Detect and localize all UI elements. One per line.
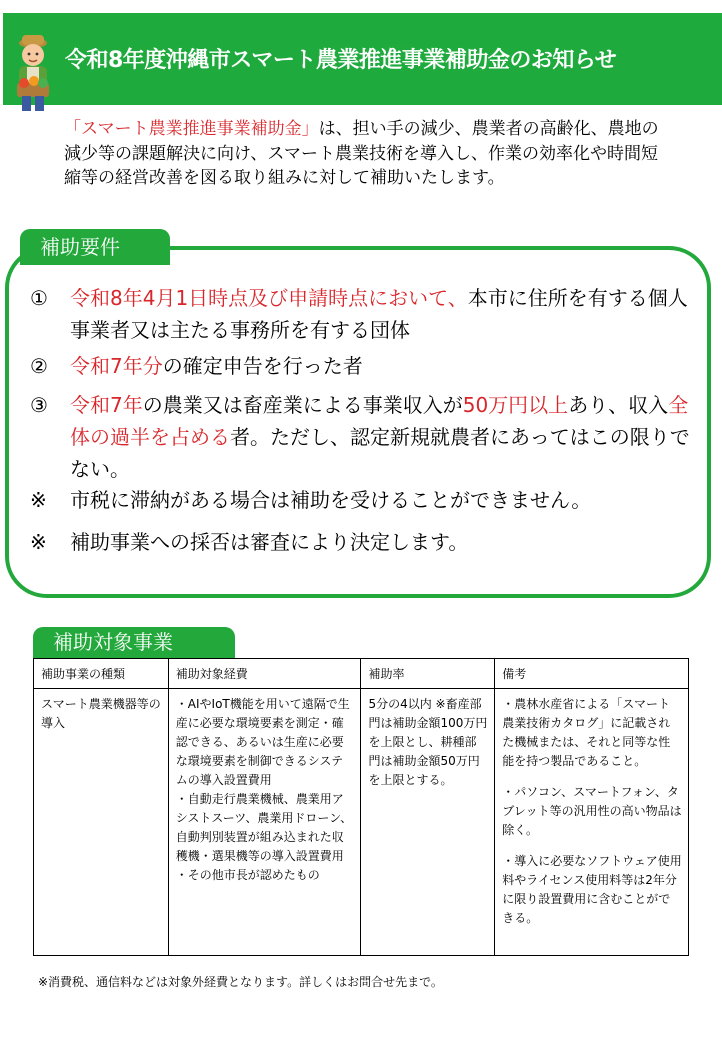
remark-3: ・導入に必要なソフトウェア使用料やライセンス使用料等は2年分に限り設置費用に含むことができる。 xyxy=(502,854,682,925)
note-mark: ※ xyxy=(30,530,47,554)
header-banner xyxy=(3,13,722,105)
requirement-highlight: 令和7年分 xyxy=(70,354,163,378)
requirement-highlight: 令和8年4月1日時点及び申請時点において、 xyxy=(70,286,468,310)
page-title: 令和8年度沖縄市スマート農業推進事業補助金のお知らせ xyxy=(65,48,617,73)
subsidy-table xyxy=(33,658,689,956)
cell-type: スマート農業機器等の導入 xyxy=(34,689,169,956)
cost-item-3: ・その他市長が認めたもの xyxy=(175,868,320,882)
requirement-text: あり、収入 xyxy=(568,393,669,417)
requirement-text: 者。ただし、認定新規就農者にあってはこの限りでない。 xyxy=(70,425,690,481)
note-mark: ※ xyxy=(30,488,47,512)
requirement-number: ① xyxy=(30,286,48,310)
note-text: 市税に滞納がある場合は補助を受けることができません。 xyxy=(70,488,592,512)
cell-remarks xyxy=(495,689,689,956)
requirement-text: の確定申告を行った者 xyxy=(162,354,363,378)
requirement-number: ③ xyxy=(30,393,48,417)
requirements-heading: 補助要件 xyxy=(20,229,170,265)
intro-text: は、担い手の減少、農業者の高齢化、農地の減少等の課題解決に向け、スマート農業技術を導入し、作業の効率化や時間短縮等の経営改善を図る取り組みに対して補助いたします。 xyxy=(64,119,659,188)
intro-program-name: 「スマート農業推進事業補助金」 xyxy=(64,119,319,139)
intro-paragraph xyxy=(64,117,664,191)
note-text: 補助事業への採否は審査により決定します。 xyxy=(70,530,469,554)
table-row xyxy=(34,689,689,956)
requirement-text: 本市に住所を有する個人事業者又は主たる事務所を有する団体 xyxy=(70,286,688,342)
footnote: ※消費税、通信料などは対象外経費となります。詳しくはお問合せ先まで。 xyxy=(38,975,443,989)
requirement-highlight: 全体の過半を占める xyxy=(70,393,689,449)
requirement-highlight: 令和7年 xyxy=(70,393,143,417)
requirement-number: ② xyxy=(30,354,48,378)
requirement-text: の農業又は畜産業による事業収入が xyxy=(142,393,463,417)
column-header-type: 補助事業の種類 xyxy=(34,659,169,689)
requirement-highlight: 50万円以上 xyxy=(462,393,569,417)
subsidy-heading: 補助対象事業 xyxy=(33,627,235,658)
cell-cost xyxy=(168,689,361,956)
remark-2: ・パソコン、スマートフォン、タブレット等の汎用性の高い物品は除く。 xyxy=(502,785,682,837)
farmer-icon xyxy=(7,33,59,113)
remark-1: ・農林水産省による「スマート農業技術カタログ」に記載された機械または、それと同等な性能を持つ製品であること。 xyxy=(502,697,671,768)
cost-item-2: ・自動走行農業機械、農業用アシストスーツ、農業用ドローン、自動判別装置が組み込まれた収穫機・選果機等の導入設置費用 xyxy=(175,792,353,863)
column-header-rate: 補助率 xyxy=(361,659,495,689)
column-header-cost: 補助対象経費 xyxy=(168,659,361,689)
table-header-row xyxy=(34,659,689,689)
column-header-remarks: 備考 xyxy=(495,659,689,689)
cost-item-1: ・AIやIoT機能を用いて遠隔で生産に必要な環境要素を測定・確認できる、あるいは生産に必要な環境要素を制御できるシステムの導入設置費用 xyxy=(175,697,350,787)
cell-rate: 5分の4以内 ※畜産部門は補助金額100万円を上限とし、耕種部門は補助金額50万円を上限とする。 xyxy=(361,689,495,956)
